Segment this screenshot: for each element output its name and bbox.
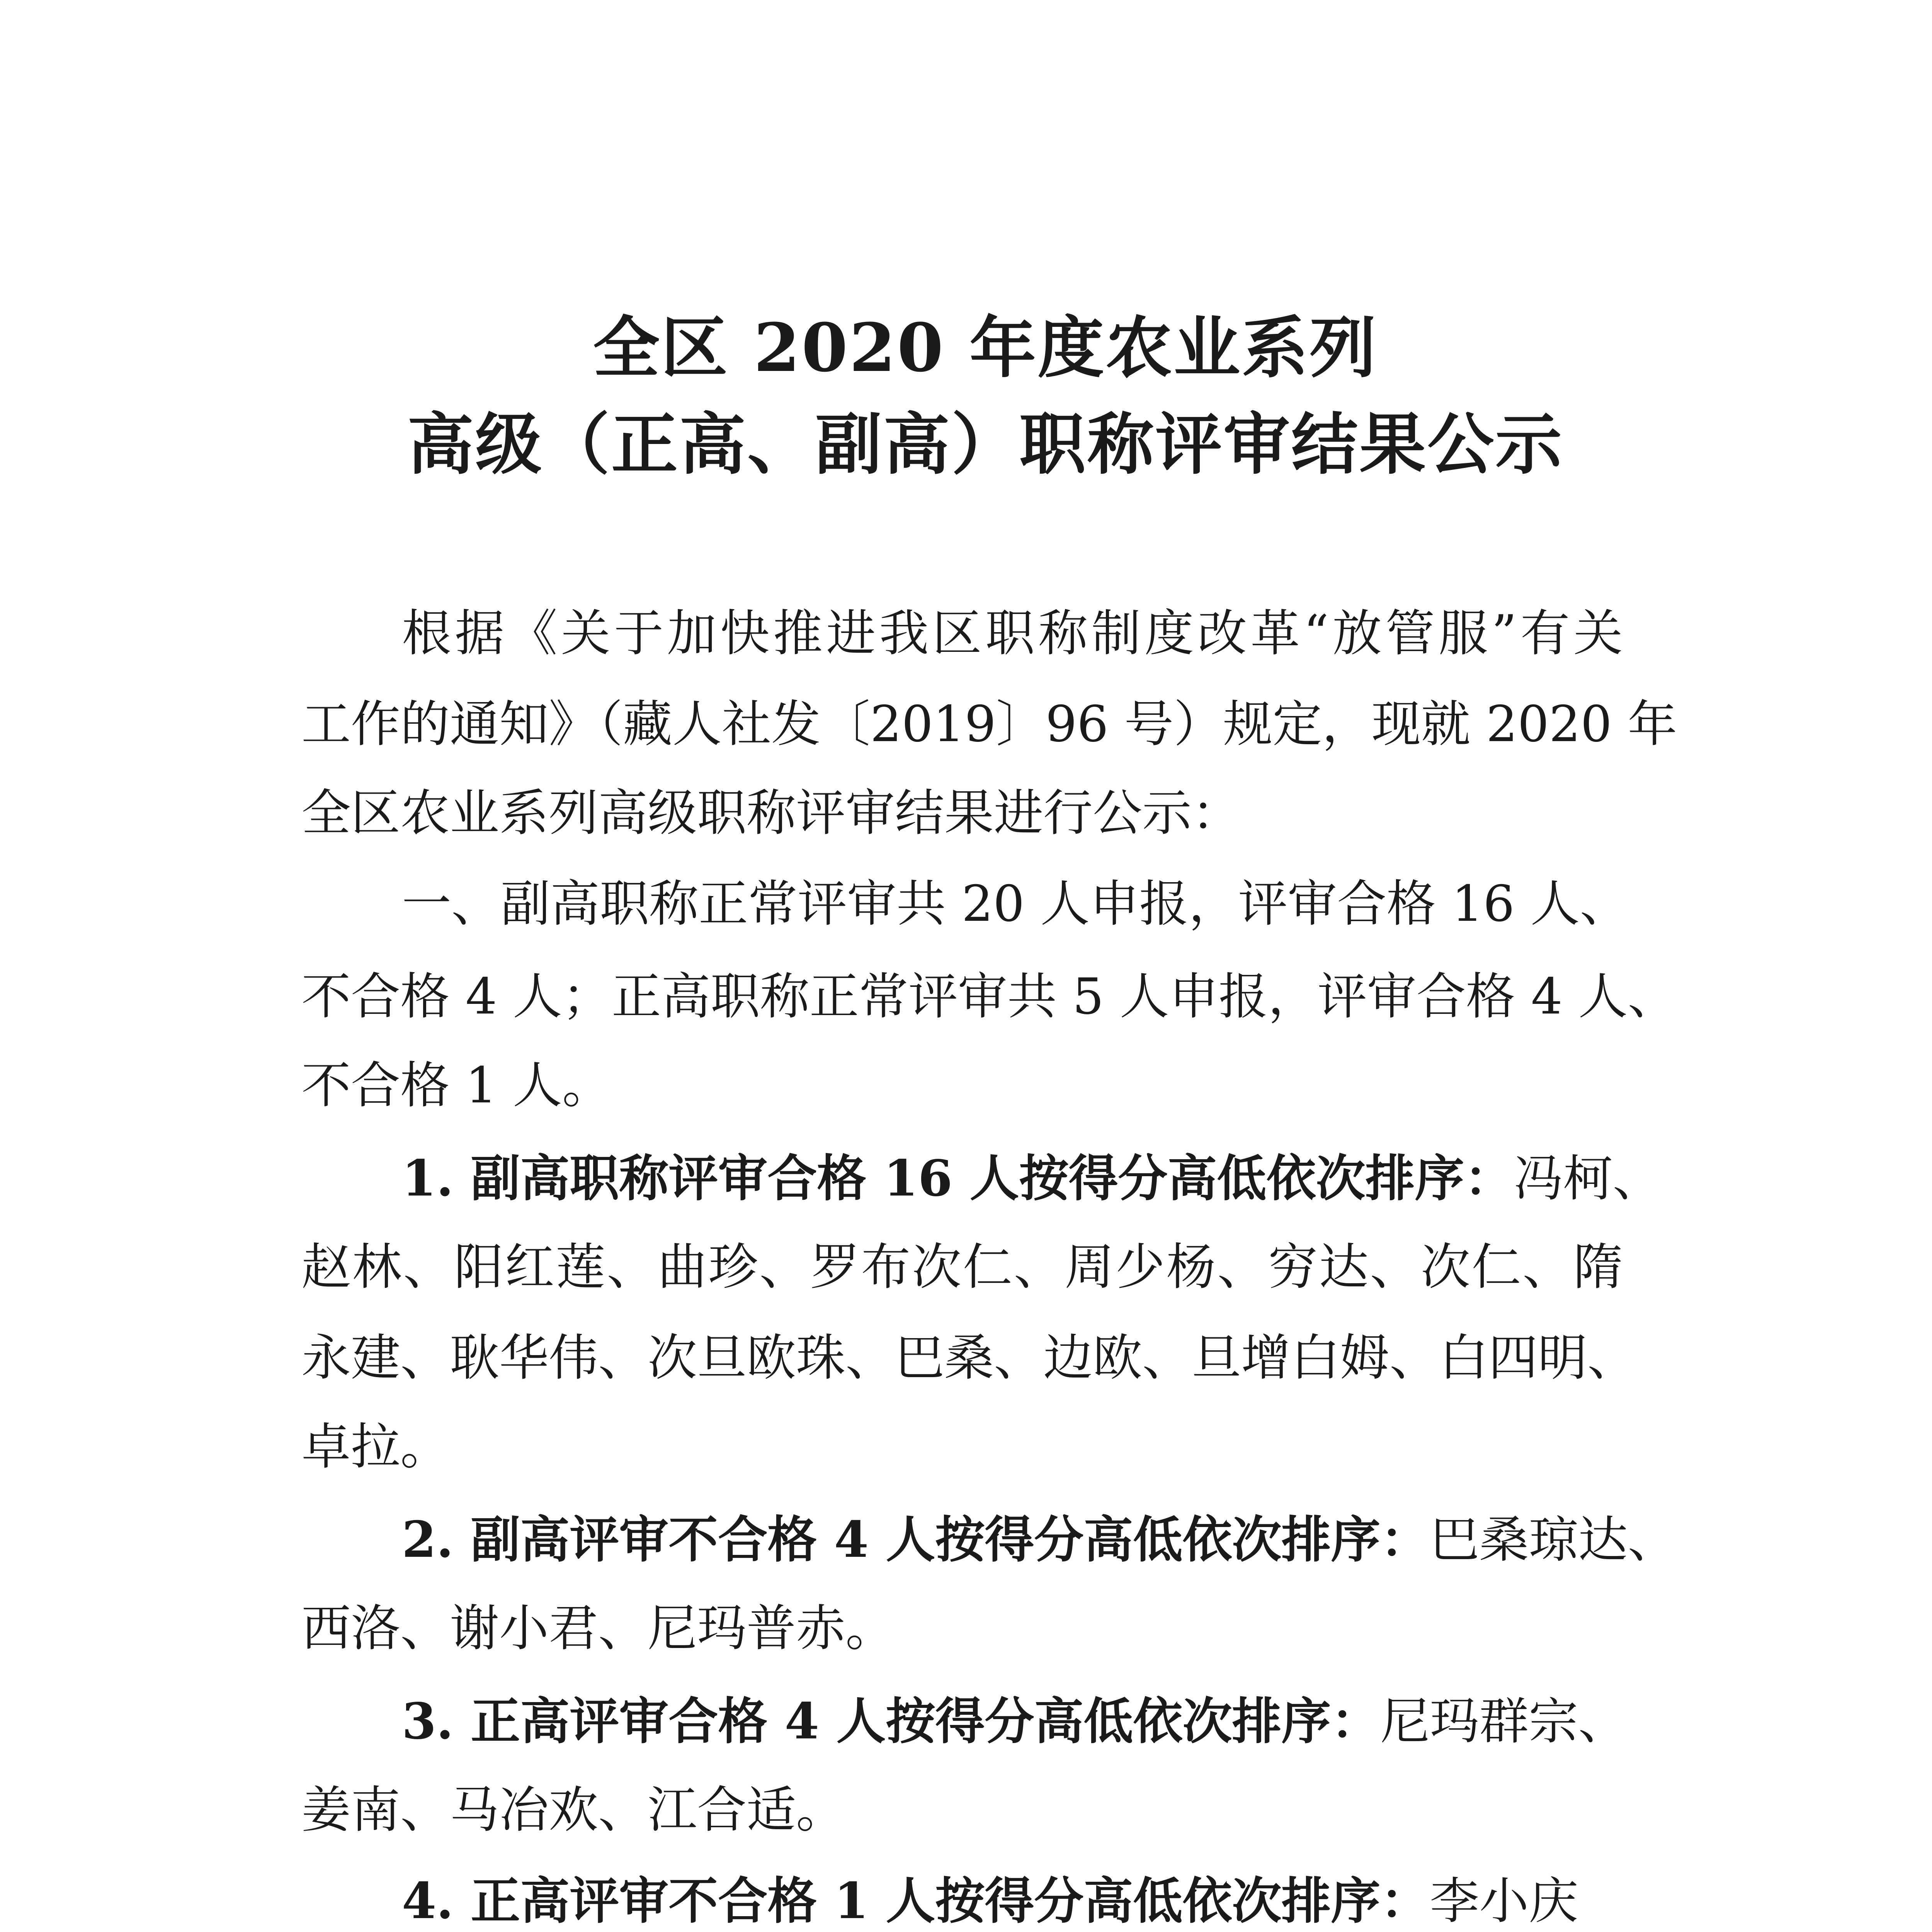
section1-item1-line bbox=[402, 1150, 1662, 1208]
section1-item2-line bbox=[402, 1511, 1677, 1569]
section1-item1-names-3: 卓拉。 bbox=[301, 1418, 450, 1476]
section1-item3-line bbox=[402, 1692, 1628, 1751]
section1-item4-first-names: 李小庆 bbox=[1430, 1872, 1578, 1930]
title-line-1: 全区 2020 年度农业系列 bbox=[593, 308, 1378, 387]
section1-item1-first-names: 冯柯、 bbox=[1514, 1150, 1662, 1208]
section1-item2-first-names: 巴桑琼达、 bbox=[1430, 1511, 1677, 1569]
section1-item3-names-1: 姜南、马冶欢、江合适。 bbox=[301, 1781, 846, 1839]
intro-line-2: 工作的通知》（藏人社发〔2019〕96 号）规定，现就 2020 年 bbox=[301, 696, 1677, 753]
section1-item1-names-2: 永建、耿华伟、次旦欧珠、巴桑、边欧、旦增白姆、白四明、 bbox=[301, 1329, 1637, 1387]
section1-item4-heading: 4. 正高评审不合格 1 人按得分高低依次排序： bbox=[402, 1872, 1430, 1930]
section1-item3-first-names: 尼玛群宗、 bbox=[1380, 1693, 1628, 1750]
section1-item4-line bbox=[402, 1872, 1623, 1930]
section1-item2-names-1: 西洛、谢小君、尼玛普赤。 bbox=[301, 1600, 895, 1657]
title-line-2: 高级（正高、副高）职称评审结果公示 bbox=[407, 405, 1563, 483]
section1-summary-line-2: 不合格 4 人；正高职称正常评审共 5 人申报，评审合格 4 人、 bbox=[301, 968, 1677, 1026]
section1-item2-heading: 2. 副高评审不合格 4 人按得分高低依次排序： bbox=[402, 1511, 1430, 1569]
intro-line-1: 根据《关于加快推进我区职称制度改革“放管服”有关 bbox=[402, 605, 1623, 662]
intro-line-3: 全区农业系列高级职称评审结果进行公示： bbox=[301, 784, 1242, 842]
section1-item1-names-1: 赵林、阳红莲、曲珍、罗布次仁、周少杨、穷达、次仁、隋 bbox=[301, 1238, 1623, 1296]
section1-summary-line-1: 一、副高职称正常评审共 20 人申报，评审合格 16 人、 bbox=[402, 875, 1629, 933]
section1-item1-heading: 1. 副高职称评审合格 16 人按得分高低依次排序： bbox=[402, 1150, 1514, 1208]
section1-item3-heading: 3. 正高评审合格 4 人按得分高低依次排序： bbox=[402, 1692, 1381, 1750]
section1-summary-line-3: 不合格 1 人。 bbox=[301, 1057, 612, 1114]
